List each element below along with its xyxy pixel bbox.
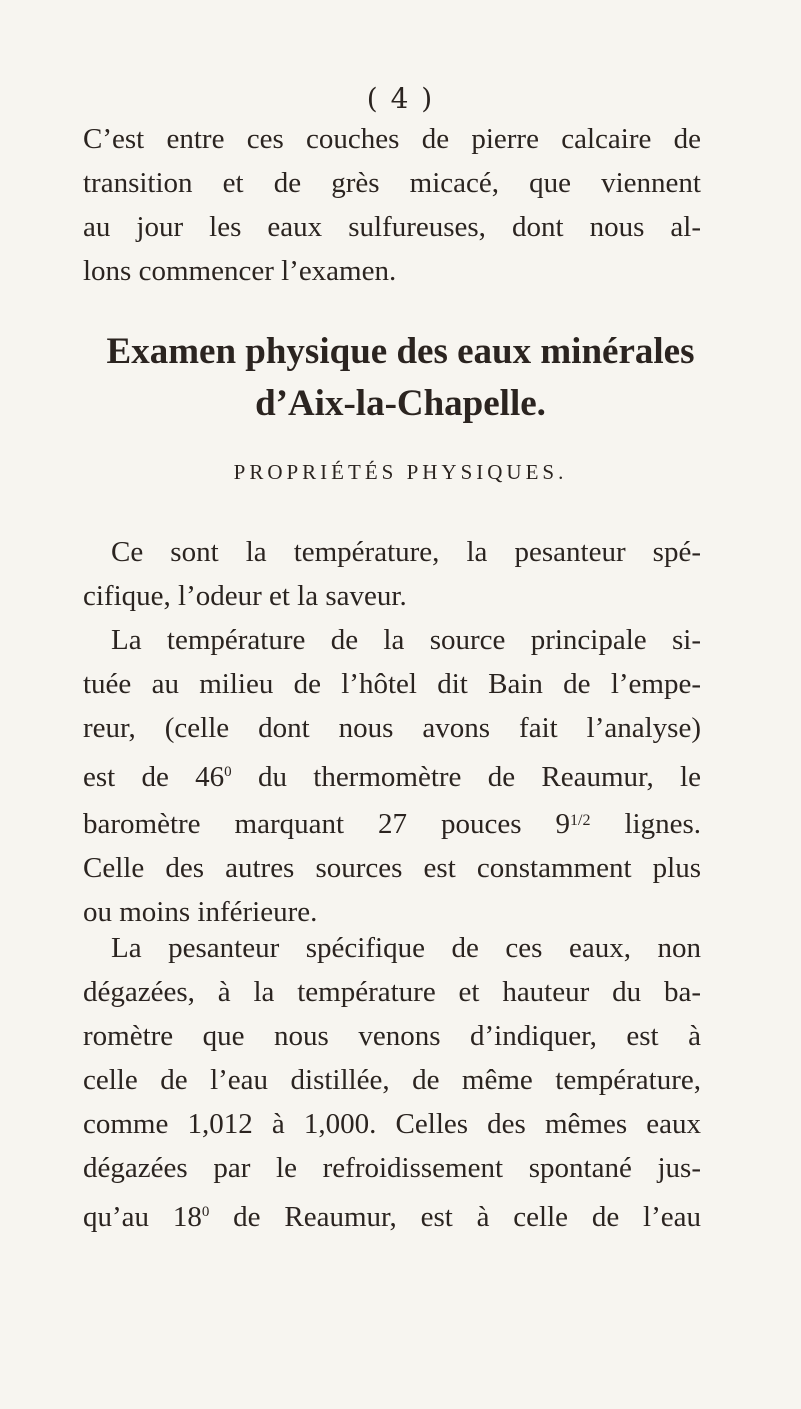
paragraph-temperature	[83, 618, 701, 934]
text-fragment: du thermomètre de Reaumur, le	[231, 761, 701, 793]
text-line: lons commencer l’examen.	[83, 255, 397, 287]
text-line: comme 1,012 à 1,000. Celles des mêmes eaux	[83, 1108, 701, 1140]
section-title-line-2: d’Aix-la-Chapelle.	[255, 383, 546, 424]
text-line-barometer	[83, 799, 701, 846]
text-line: dégazées, à la température et hauteur du ba-	[83, 976, 701, 1008]
section-title-line-1: Examen physique des eaux minérales	[106, 331, 695, 372]
degree-mark: 0	[224, 764, 232, 780]
text-line: Celle des autres sources est constamment plus	[83, 852, 701, 884]
text-line: romètre que nous venons d’indiquer, est à	[83, 1020, 701, 1052]
page-number: ( 4 )	[366, 82, 435, 115]
text-line: transition et de grès micacé, que viennent	[83, 167, 701, 199]
paragraph-specific-gravity	[83, 926, 701, 1239]
text-fragment: baromètre marquant 27 pouces 9	[83, 808, 571, 840]
section-title	[0, 326, 801, 430]
text-line-temperature	[83, 750, 701, 799]
text-line: ou moins inférieure.	[83, 896, 318, 928]
text-line: tuée au milieu de l’hôtel dit Bain de l’empe-	[83, 668, 701, 700]
paragraph-properties	[83, 530, 701, 618]
fraction: 1/2	[570, 812, 591, 829]
text-fragment: qu’au 18	[83, 1201, 202, 1233]
text-line-last	[83, 1190, 701, 1239]
text-line: La pesanteur spécifique de ces eaux, non	[111, 932, 701, 964]
text-line: La température de la source principale si-	[111, 624, 701, 656]
subheading: PROPRIÉTÉS PHYSIQUES.	[233, 460, 568, 484]
text-fragment: de Reaumur, est à celle de l’eau	[209, 1201, 702, 1233]
text-line: Ce sont la température, la pesanteur spé-	[111, 536, 701, 568]
degree-mark: 0	[201, 1204, 210, 1220]
intro-paragraph	[83, 117, 701, 293]
text-line: reur, (celle dont nous avons fait l’analyse)	[83, 712, 701, 744]
text-line: C’est entre ces couches de pierre calcaire de	[83, 123, 701, 155]
text-line: celle de l’eau distillée, de même température,	[83, 1064, 701, 1096]
text-line: cifique, l’odeur et la saveur.	[83, 580, 407, 612]
text-fragment: lignes.	[590, 808, 701, 840]
text-fragment: est de 46	[83, 761, 225, 793]
text-line: au jour les eaux sulfureuses, dont nous al-	[83, 211, 701, 243]
text-line: dégazées par le refroidissement spontané jus-	[83, 1152, 701, 1184]
